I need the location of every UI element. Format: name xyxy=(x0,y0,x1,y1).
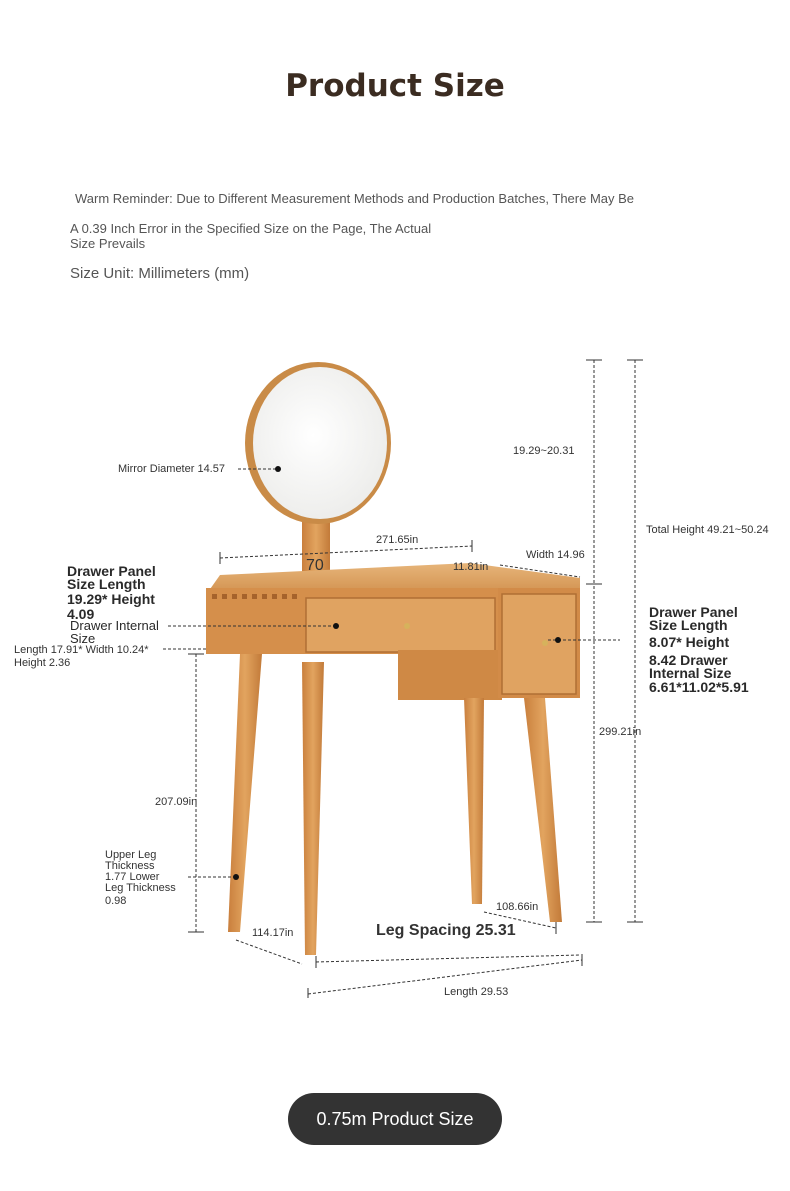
drawer-panel-right-line: Drawer Panel xyxy=(649,604,738,620)
reminder-line-1: Warm Reminder: Due to Different Measurement Methods and Production Batches, There May Be xyxy=(75,191,635,206)
drawer-panel-right-line: 6.61*11.02*5.91 xyxy=(649,679,749,695)
top-width-label: 271.65in xyxy=(376,534,419,546)
leg-thickness-line: Thickness xyxy=(105,860,155,872)
leg-front-left xyxy=(228,654,262,932)
drawer-internal-left-line: Size xyxy=(70,631,96,646)
leg-back-right xyxy=(464,698,484,904)
leg-front-center xyxy=(302,662,324,955)
drawer-panel-left-line: Size Length xyxy=(67,576,146,592)
reminder-line-2: A 0.39 Inch Error in the Specified Size on the Page, The Actual xyxy=(70,221,432,236)
drawer-panel-left-line: 19.29* Height xyxy=(67,591,155,607)
leg-front-right xyxy=(524,698,562,922)
drawer-internal-left-line: Drawer Internal xyxy=(70,618,159,633)
page-title: Product Size xyxy=(285,68,505,104)
drawer-panel-right-line: Internal Size xyxy=(649,665,732,681)
mirror-glass xyxy=(253,367,387,519)
leg-thickness-line: 1.77 Lower xyxy=(105,871,160,883)
leg-thickness-line: Leg Thickness xyxy=(105,882,176,894)
leg-thickness-label xyxy=(105,850,176,907)
side-drawer-knob xyxy=(542,640,548,646)
drawer-panel-left-line: 4.09 xyxy=(67,606,95,622)
drawer-internal-left-label xyxy=(70,619,159,645)
leg-height-label: 207.09in xyxy=(155,796,198,808)
drawer-panel-left-label xyxy=(67,565,156,621)
drawer-panel-right-label xyxy=(649,606,749,694)
side-cabinet xyxy=(398,650,502,700)
tabletop xyxy=(208,563,580,592)
drawer-panel-left-line: Drawer Panel xyxy=(67,563,156,579)
depth-label: 11.81in xyxy=(453,561,489,573)
total-height-label: Total Height 49.21~50.24 xyxy=(646,524,769,536)
drawer-panel-right-line: Size Length xyxy=(649,617,728,633)
reminder-line-3: Size Prevails xyxy=(70,236,146,251)
leg-depth-right-label: 108.66in xyxy=(496,901,539,913)
leg-depth-left-label: 114.17in xyxy=(252,927,294,939)
stand-width-label: 70 xyxy=(306,557,324,574)
product-size-badge: 0.75m Product Size xyxy=(288,1093,502,1145)
width-label: Width 14.96 xyxy=(526,549,585,561)
drawer-panel-right-line: 8.42 Drawer xyxy=(649,652,728,668)
mirror-height-label: 19.29~20.31 xyxy=(513,445,575,457)
mirror-diameter-label: Mirror Diameter 14.57 xyxy=(118,463,225,475)
dovetail-joints xyxy=(212,594,297,599)
drawer-internal-dims-line: Height 2.36 xyxy=(14,657,71,669)
size-unit: Size Unit: Millimeters (mm) xyxy=(70,265,250,282)
drawer-internal-dims-line: Length 17.91* Width 10.24* xyxy=(14,644,149,656)
length-label: Length 29.53 xyxy=(444,986,509,998)
leg-thickness-line: Upper Leg xyxy=(105,849,157,861)
leg-spacing-label: Leg Spacing 25.31 xyxy=(376,922,516,939)
side-drawer xyxy=(502,594,576,694)
drawer-internal-left-dims xyxy=(14,645,149,669)
table-height-label: 299.21in xyxy=(599,726,642,738)
leg-thickness-line: 0.98 xyxy=(105,895,127,907)
main-drawer-knob xyxy=(404,623,410,629)
drawer-panel-right-line: 8.07* Height xyxy=(649,634,730,650)
